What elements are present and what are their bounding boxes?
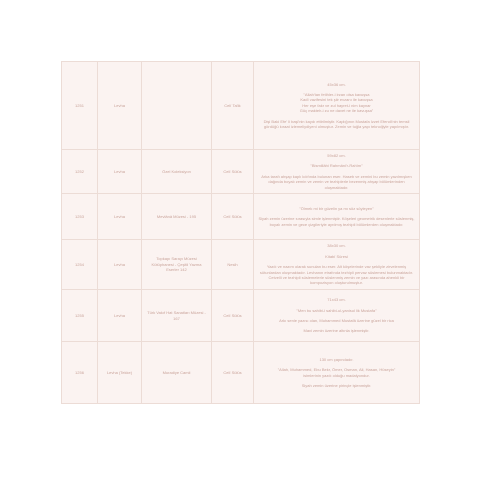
script-style-cell: Celî Talîk	[212, 62, 254, 150]
row-number-cell: 1256	[62, 342, 98, 404]
script-style-cell: Celî Sülüs	[212, 342, 254, 404]
work-type-cell: Levha	[98, 194, 142, 240]
description-line: "Bismillâhi Rahmâni'r-Rahîm"	[310, 163, 363, 169]
description-line: Arka tarafı ahşap kaplı kılıfında bulunan eser. Haseb ve zemini bu zemin yazılmışken dağında boyalı zemin ve zemin ve tezhiplerle bezenmiş ahşap bölümlerinden oluşmaktadır.	[261, 173, 412, 190]
description-line: 38x30 cm.	[327, 243, 346, 249]
description-line: Siyah zemin üzerine sırasıyla simle işlenmiştir. Köşeleri geometrik desenlerle süslenmiş, boyalı zemin ve gece çizgileriyle ayrılmış tezhipli bölümlerden oluşmaktadır.	[258, 216, 415, 227]
row-number-cell: 1251	[62, 62, 98, 150]
script-style-cell: Celî Sülüs	[212, 290, 254, 342]
work-type-cell: Levha	[98, 290, 142, 342]
work-type-cell: Levha	[98, 150, 142, 194]
work-type-cell: Levha	[98, 62, 142, 150]
description-cell	[254, 240, 420, 290]
script-style-cell: Celî Sülüs	[212, 150, 254, 194]
description-line: Her eşe fakr ve zul hayret-i nim kaynar	[302, 102, 371, 108]
table-row	[62, 150, 420, 194]
collection-cell: Mevlânâ Müzesi - 195	[142, 194, 212, 240]
table-row	[62, 194, 420, 240]
description-line: Yazılı ve nazım olarak sunulan bu eser. Alt köşelerinde vav şekliyle zirvelenmiş sütunlardan oluşmaktadır. Levhanın etrafında tezhipli pervaz süslemesi bulunmaktadır. Cetvelli ve tezhipli süslemelerle süslenmiş zemin ve yazı arasında ahenkli bir kompozisyon oluşturulmuştur.	[259, 264, 414, 286]
row-number-cell: 1252	[62, 150, 98, 194]
description-line: 59x82 cm.	[327, 152, 346, 158]
collection-cell: Muradiye Camii	[142, 342, 212, 404]
calligraphy-catalog-table	[61, 61, 420, 404]
table-row	[62, 240, 420, 290]
table-row	[62, 62, 420, 150]
table-body	[62, 62, 420, 404]
description-line: 45x36 cm.	[327, 81, 346, 87]
description-line: Güç makteh-i zu ne davet ne ile kavuşsa"	[299, 108, 374, 114]
work-type-cell: Levha (Tekke)	[98, 342, 142, 404]
description-line: "Ölmek mi bir güzelin ya mı söz söyleyen"	[299, 205, 374, 211]
description-line: Kadî vazifesini tek şiir evzanı ile kavuşsa	[300, 97, 373, 103]
description-line: 71x43 cm.	[327, 297, 346, 303]
description-line: "Men bu sahibi-i sahibi-ul-yanisul lik Mustafa"	[296, 307, 377, 313]
description-line: Dişi Baki Efe' li başi'nin kaydı ettirilmiştir. Kaplığının Mustafa Izzet Efendi'nin temsil gördüğü kıraat izlemeliydiyeni olmuştur. Zemin ve tuğla yapı teknoljiyle yapılmıştır.	[263, 118, 410, 130]
collection-cell: Topkapı Sarayı Müzesi Kütüphanesi - Çeşitli Yazma Eserler 142	[142, 240, 212, 290]
description-line: Mavi zemin üzerine altınla işlenmiştir.	[303, 328, 370, 334]
table-row	[62, 290, 420, 342]
description-cell	[254, 342, 420, 404]
table-row	[62, 342, 420, 404]
collection-cell	[142, 62, 212, 150]
description-cell	[254, 62, 420, 150]
row-number-cell: 1255	[62, 290, 98, 342]
description-line: Siyah zemin üzerine pirinçle işlenmiştir.	[301, 382, 372, 388]
script-style-cell: Celî Sülüs	[212, 194, 254, 240]
work-type-cell: Levha	[98, 240, 142, 290]
description-cell	[254, 150, 420, 194]
script-style-cell: Nesih	[212, 240, 254, 290]
description-cell	[254, 290, 420, 342]
description-line: "Allah, Muhammed, Ebu Bekr, Ömer, Osman, Ali, Hasan, Hüseyin"	[277, 367, 396, 373]
description-cell	[254, 194, 420, 240]
description-line: Arkı senle yazısı olan, Muhammed Mustafâ üzerine güzel bir rica	[279, 318, 394, 323]
collection-cell: Özel Koleksiyon	[142, 150, 212, 194]
row-number-cell: 1253	[62, 194, 98, 240]
description-line: isimlerinin yazılı olduğu madalyondur.	[303, 372, 370, 378]
row-number-cell: 1254	[62, 240, 98, 290]
description-line: "Allah'tan fetihler-i irzan olsa kavuşsa	[303, 91, 370, 97]
description-line: 130 cm çapındadır.	[319, 356, 354, 362]
collection-cell: Türk Vakıf Hat Sanatları Müzesi - 167	[142, 290, 212, 342]
description-line: Kitabî Sûresi	[325, 253, 348, 259]
